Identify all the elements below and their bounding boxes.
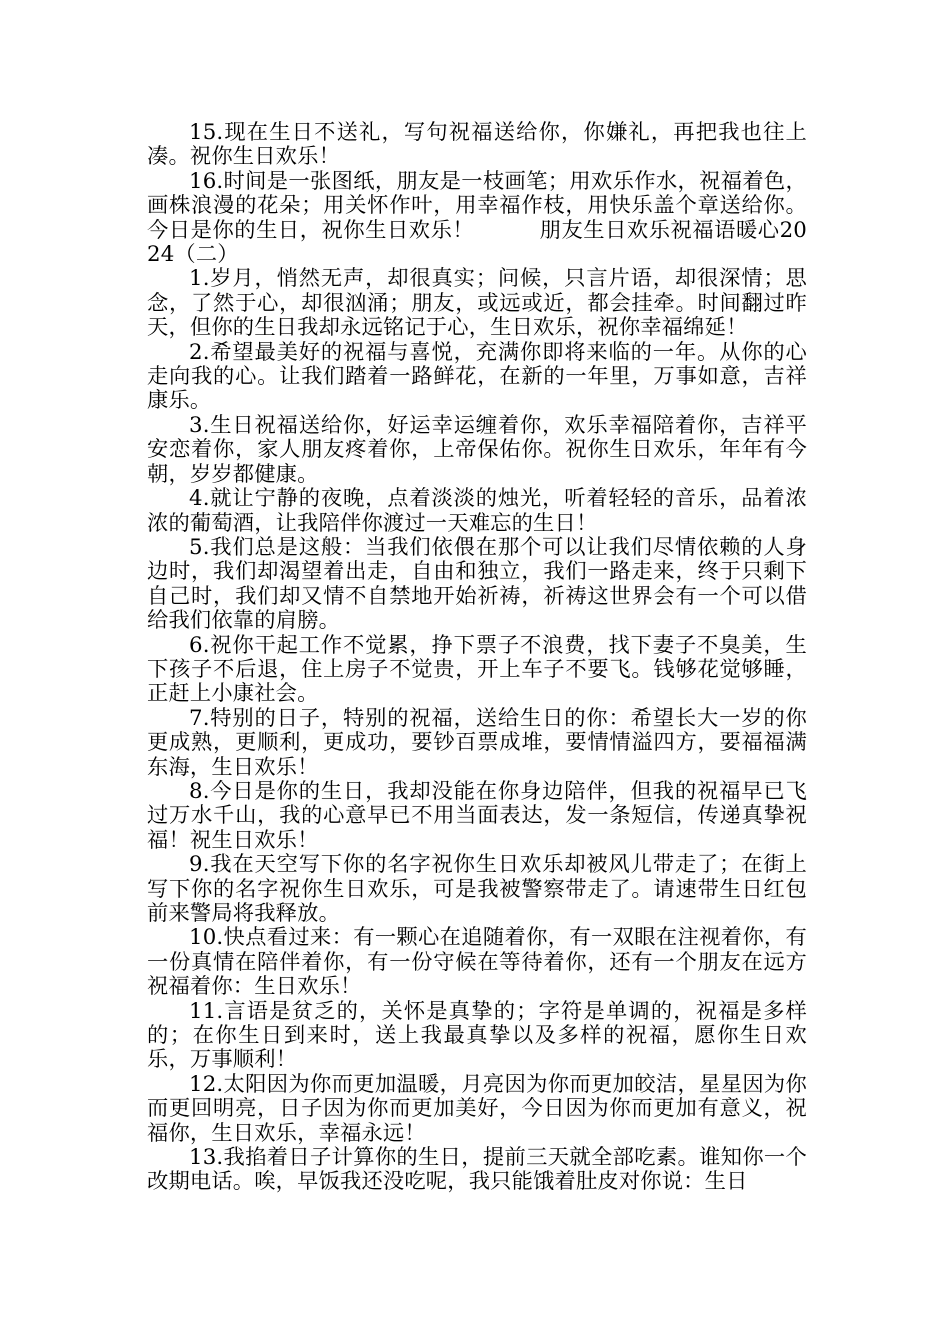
paragraph-7: 7.特别的日子，特别的祝福，送给生日的你：希望长大一岁的你更成熟，更顺利，更成功，要钞百票成堆，要情情溢四方，要福福满东海，生日欢乐！: [147, 705, 807, 780]
paragraph-10: 10.快点看过来：有一颗心在追随着你，有一双眼在注视着你，有一份真情在陪伴着你，有一份守候在等待着你，还有一个朋友在远方祝福着你：生日欢乐！: [147, 925, 807, 1000]
paragraph-5: 5.我们总是这般：当我们依偎在那个可以让我们尽情依赖的人身边时，我们却渴望着出走，自由和独立，我们一路走来，终于只剩下自己时，我们却又情不自禁地开始祈祷，祈祷这世界会有一个可以借给我们依靠的肩膀。: [147, 534, 807, 634]
paragraph-1: 1.岁月，悄然无声，却很真实；问候，只言片语，却很深情；思念，了然于心，却很汹涌；朋友，或远或近，都会挂牵。时间翻过昨天，但你的生日我却永远铭记于心，生日欢乐，祝你幸福绵延！: [147, 266, 807, 341]
paragraph-12: 12.太阳因为你而更加温暖，月亮因为你而更加皎洁，星星因为你而更回明亮，日子因为你而更加美好，今日因为你而更加有意义，祝福你，生日欢乐，幸福永远！: [147, 1071, 807, 1146]
paragraph-6: 6.祝你干起工作不觉累，挣下票子不浪费，找下妻子不臭美，生下孩子不后退，住上房子不觉贵，开上车子不要飞。钱够花觉够睡，正赶上小康社会。: [147, 632, 807, 707]
paragraph-11: 11.言语是贫乏的，关怀是真挚的；字符是单调的，祝福是多样的；在你生日到来时，送上我最真挚以及多样的祝福，愿你生日欢乐，万事顺利！: [147, 998, 807, 1073]
paragraph-16: 16.时间是一张图纸，朋友是一枝画笔；用欢乐作水，祝福着色，画株浪漫的花朵；用关怀作叶，用幸福作枝，用快乐盖个章送给你。今日是你的生日，祝你生日欢乐！ 朋友生日欢乐祝福语暖心2024（二）: [147, 168, 807, 268]
paragraph-8: 8.今日是你的生日，我却没能在你身边陪伴，但我的祝福早已飞过万水千山，我的心意早已不用当面表达，发一条短信，传递真挚祝福！祝生日欢乐！: [147, 778, 807, 853]
paragraph-3: 3.生日祝福送给你，好运幸运缠着你，欢乐幸福陪着你，吉祥平安恋着你，家人朋友疼着你，上帝保佑你。祝你生日欢乐，年年有今朝，岁岁都健康。: [147, 412, 807, 487]
document-page: [147, 121, 807, 1195]
paragraph-2: 2.希望最美好的祝福与喜悦，充满你即将来临的一年。从你的心走向我的心。让我们踏着一路鲜花，在新的一年里，万事如意，吉祥康乐。: [147, 339, 807, 414]
paragraph-15: 15.现在生日不送礼，写句祝福送给你，你嫌礼，再把我也往上凑。祝你生日欢乐！: [147, 120, 807, 170]
paragraph-4: 4.就让宁静的夜晚，点着淡淡的烛光，听着轻轻的音乐，品着浓浓的葡萄酒，让我陪伴你渡过一天难忘的生日！: [147, 486, 807, 536]
paragraph-9: 9.我在天空写下你的名字祝你生日欢乐却被风儿带走了；在街上写下你的名字祝你生日欢乐，可是我被警察带走了。请速带生日红包前来警局将我释放。: [147, 852, 807, 926]
paragraph-13: 13.我掐着日子计算你的生日，提前三天就全部吃素。谁知你一个改期电话。唉，早饭我还没吃呢，我只能饿着肚皮对你说：生日: [147, 1145, 807, 1195]
